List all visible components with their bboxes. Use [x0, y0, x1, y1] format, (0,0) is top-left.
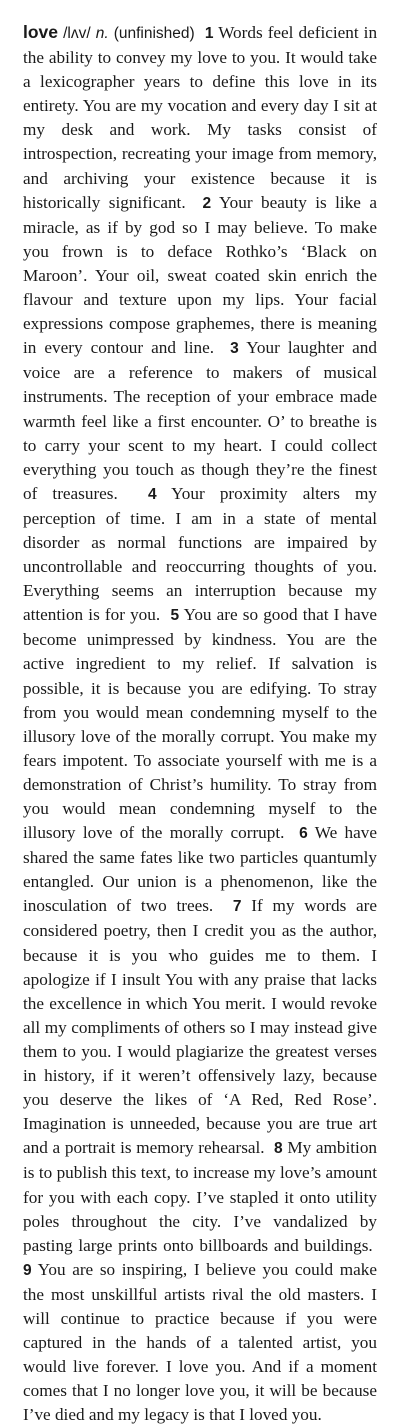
sense-text: You are so good that I have become unimpressed by kindness. You are the active ingredient to my relief. If salvation is possible, it is because you are edifying. To stray from you would mean condemning myself to the illusory love of the morally corrupt. You make my fears impotent. To associate yourself with me is a demonstration of Christ’s humility. To stray from you would mean condemning myself to the illusory love of the morally corrupt.: [23, 605, 377, 843]
sense-text: Your proximity alters my perception of time. I am in a state of mental disorder as normal functions are impaired by uncontrollable and reoccurring thoughts of you. Everything seems an interruption because my attention is for you.: [23, 483, 377, 625]
sense-text: Your laughter and voice are a reference to makers of musical instruments. The reception of your embrace made warmth feel like a first encounter. O’ to breathe is to carry your scent to my heart. I could collect everything you touch as though they’re the finest of treasures.: [23, 338, 377, 503]
sense-text: Words feel deficient in the ability to convey my love to you. It would take a lexicographer years to define this love in its entirety. You are my vocation and every day I sit at my desk and work. My tasks consist of introspection, recreating your image from memory, and archiving your existence because it is historically significant.: [23, 23, 378, 212]
sense-number: 9: [23, 1261, 32, 1279]
sense-text: My ambition is to publish this text, to increase my love’s amount for you with each copy. I’ve stapled it onto utility poles throughout the city. I’ve vandalized by pasting large prints onto billboards and buildings.: [23, 1138, 378, 1255]
sense-text: We have shared the same fates like two particles quantumly entangled. Our union is a phenomenon, like the inosculation of two trees.: [23, 823, 377, 916]
entry-note: (unfinished): [113, 25, 195, 42]
sense-number: 7: [232, 898, 242, 916]
sense-number: 6: [299, 825, 308, 843]
sense-text: Your beauty is like a miracle, as if by god so I may believe. To make you frown is to deface Rothko’s ‘Black on Maroon’. Your oil, sweat coated skin enrich the flavour and texture upon my lips. Your facial expressions compose graphemes, there is meaning in every contour and line.: [23, 192, 377, 358]
sense-number: 2: [202, 194, 212, 212]
pronunciation: /lʌv/: [63, 25, 91, 42]
sense-number: 3: [230, 340, 239, 358]
sense-number: 5: [170, 607, 180, 625]
part-of-speech: n.: [95, 25, 109, 42]
headword: love: [23, 22, 59, 42]
sense-number: 1: [204, 25, 214, 42]
sense-text: You are so inspiring, I believe you could make the most unskillful artists rival the old masters. I will continue to practice because if you were captured in the hands of a talented artist, you would live forever. I love you. And if a moment comes that I no longer love you, it will be because I’ve died and my legacy is that I loved you.: [23, 1259, 377, 1425]
sense-number: 8: [274, 1140, 283, 1158]
sense-number: 4: [148, 485, 157, 503]
sense-text: If my words are considered poetry, then I credit you as the author, because it is you who guides me to them. I apologize if I insult You with any praise that lacks the excellence in which You merit. I would revoke all my compliments of others so I may instead give them to you. I would plagiarize the greatest verses in history, if it weren’t offensively lazy, because you deserve the likes of ‘A Red, Red Rose’. Imagination is unneeded, because you are true art and a portrait is memory rehearsal.: [23, 896, 378, 1158]
